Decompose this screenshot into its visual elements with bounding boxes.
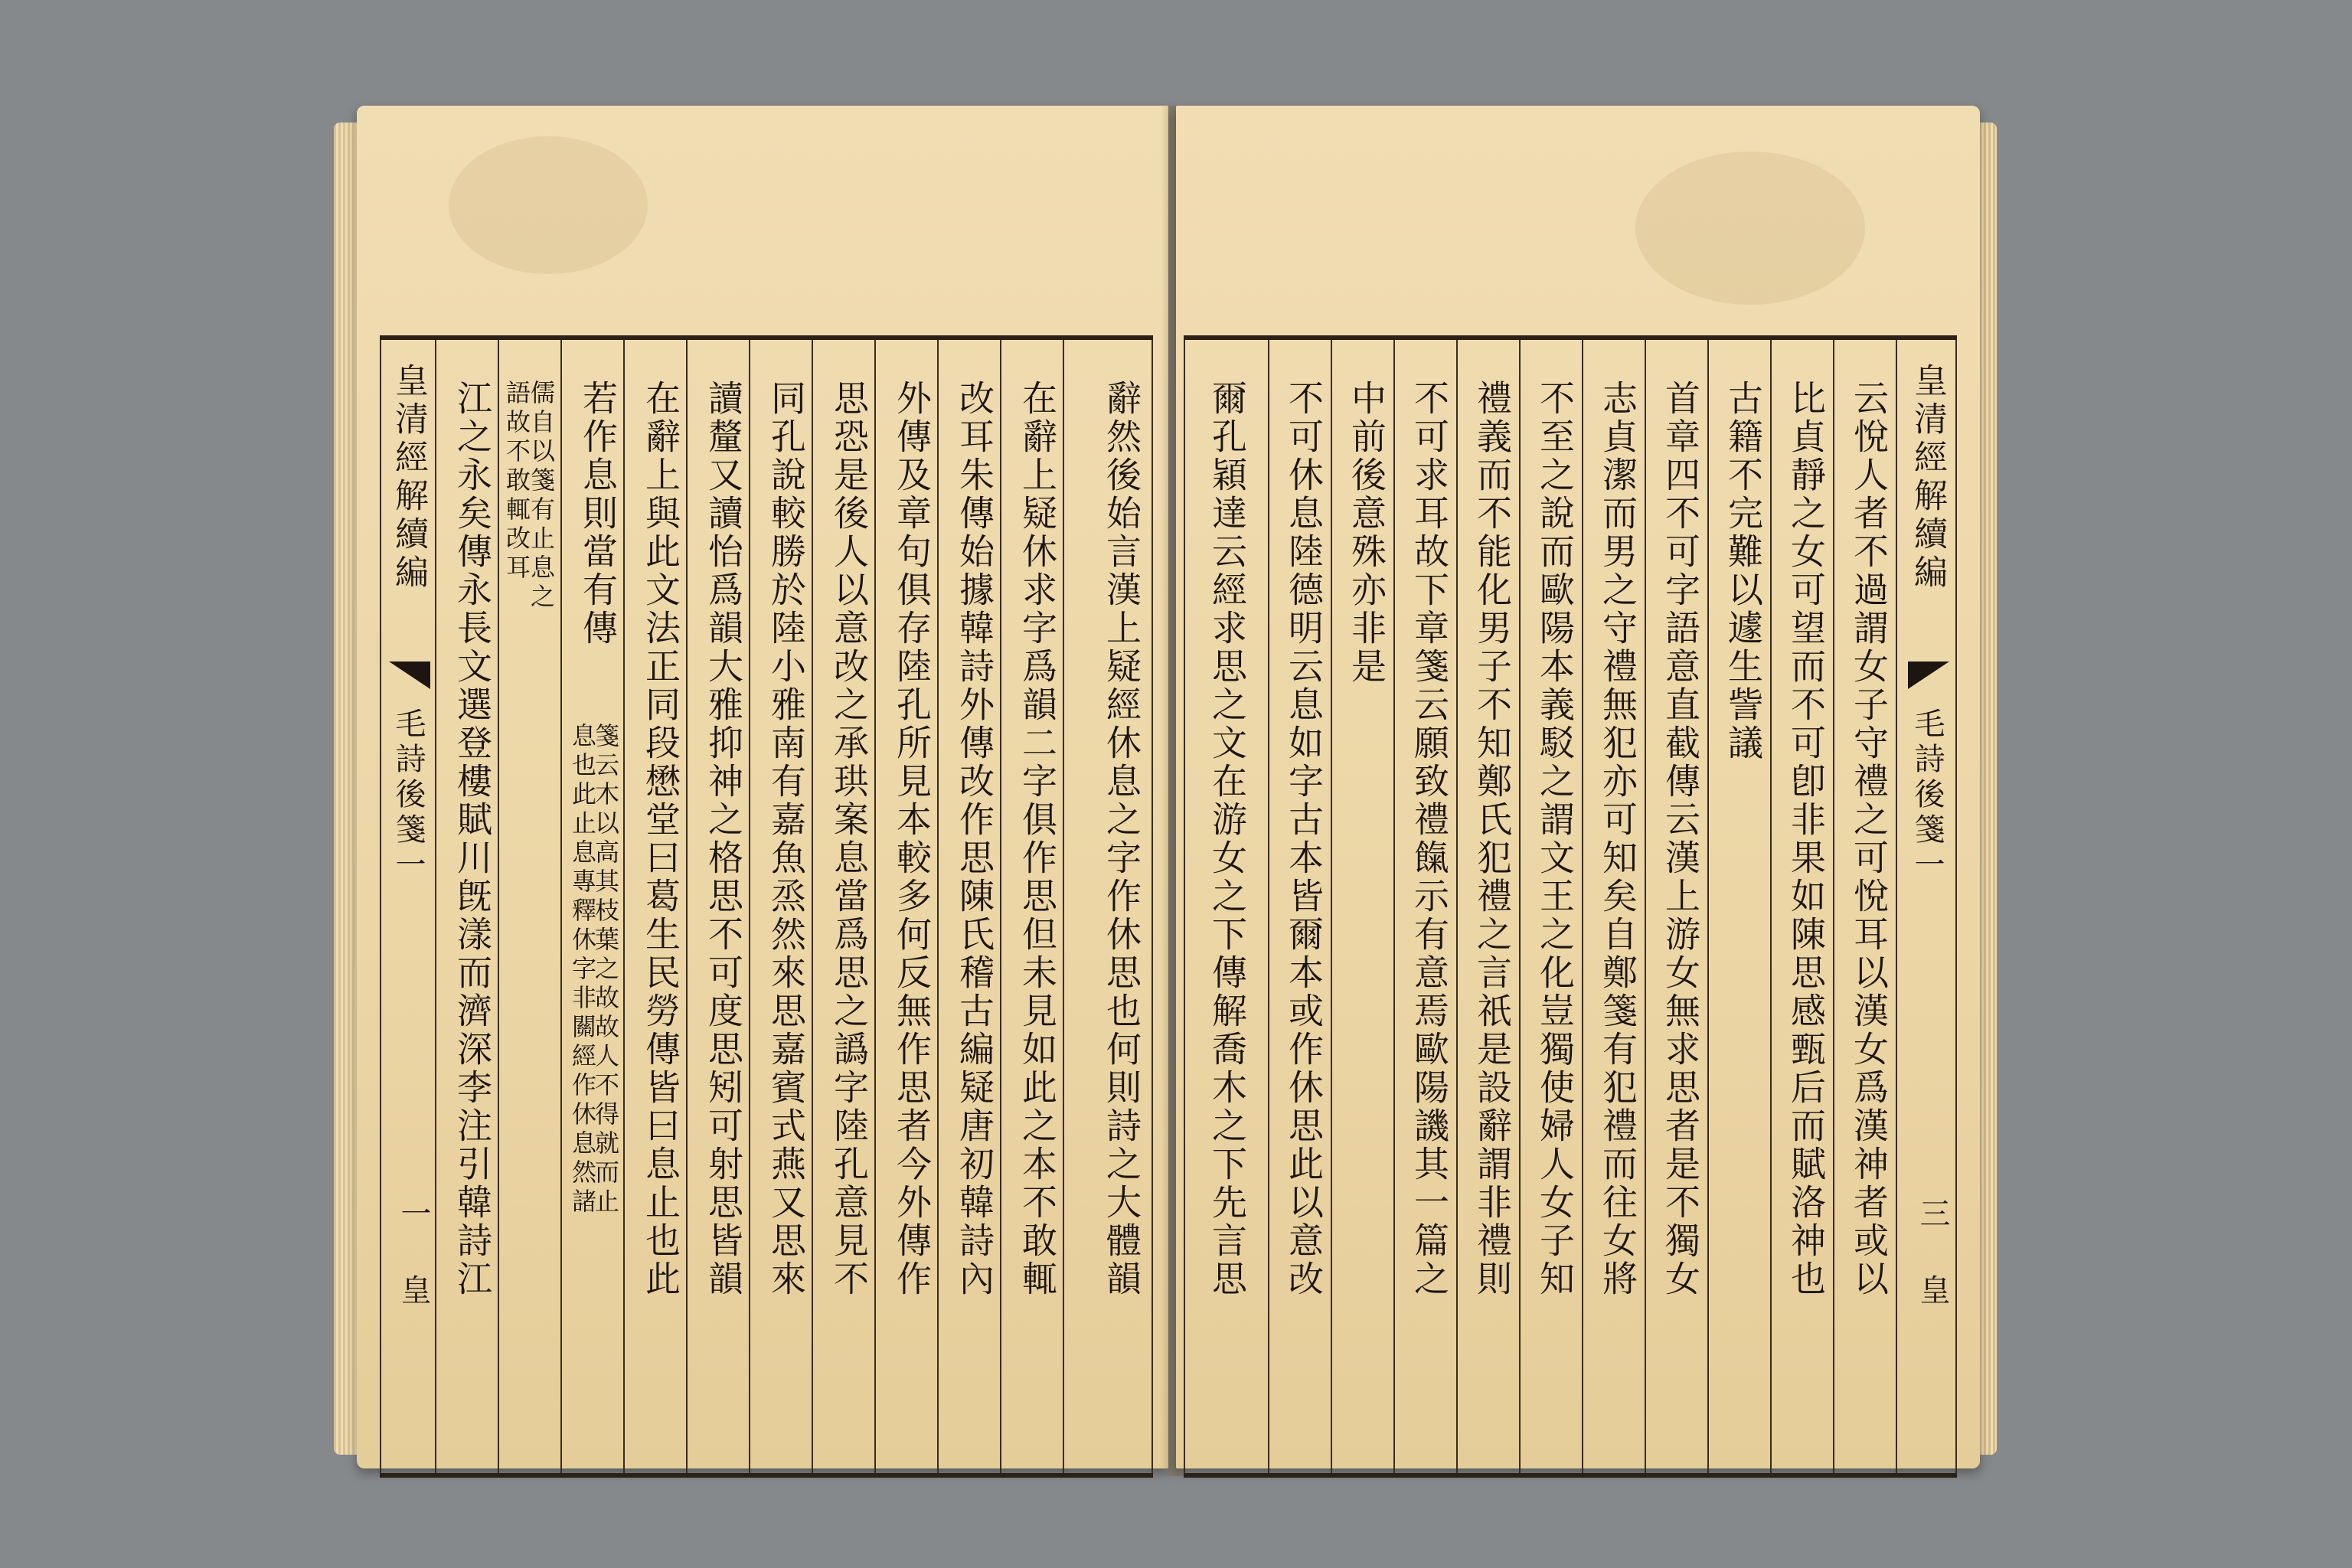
left-page [357, 106, 1168, 1468]
fish-tail-mark-icon [1908, 662, 1949, 689]
frame-rule [1184, 340, 1185, 1473]
fish-tail-mark-icon [389, 662, 430, 689]
column-rule [1582, 340, 1583, 1473]
column-rule [1833, 340, 1834, 1473]
text-column-10: 不可休息陸德明云息如字古本皆爾本或作休思此以意改 [1283, 380, 1325, 1298]
text-column-5: 志貞潔而男之守禮無犯亦可知矣自鄭箋有犯禮而往女將 [1597, 380, 1638, 1298]
column-rule [1268, 340, 1269, 1473]
column-rule [623, 340, 625, 1473]
spine-subtitle: 毛詩後箋一 [1909, 707, 1945, 884]
column-rule [560, 340, 562, 1473]
annotation-column-left: 語故不敢輒改耳 [502, 380, 531, 583]
column-rule [1331, 340, 1332, 1473]
text-column-11: 江之永矣傳永長文選登樓賦川旣漾而濟深李注引韓詩江 [452, 380, 493, 1298]
spine-title: 皇清經解續編 [389, 363, 428, 593]
text-column-7: 禮義而不能化男子不知鄭氏犯禮之言祇是設辭謂非禮則 [1472, 380, 1513, 1298]
column-rule [1456, 340, 1458, 1473]
column-rule [874, 340, 876, 1473]
folio-mark: 皇 [1915, 1274, 1950, 1305]
text-column-6: 不至之說而歐陽本義駁之謂文王之化豈獨使婦人女子知 [1534, 380, 1576, 1298]
paper-stain [1635, 152, 1865, 305]
open-book [334, 100, 1997, 1478]
column-rule [1063, 340, 1064, 1473]
text-column-2: 比貞靜之女可望而不可卽非果如陳思感甄后而賦洛神也 [1785, 380, 1827, 1298]
paper-stain [449, 136, 648, 274]
column-rule [1393, 340, 1395, 1473]
column-rule [1000, 340, 1001, 1473]
text-column-8: 不可求耳故下章箋云願致禮餼示有意焉歐陽譏其一篇之 [1409, 380, 1450, 1298]
text-column-1: 辭然後始言漢上疑經休息之字作休思也何則詩之大體韻 [1101, 380, 1142, 1298]
column-rule [686, 340, 688, 1473]
text-column-9: 中前後意殊亦非是 [1346, 380, 1387, 686]
text-column-11: 爾孔穎達云經求思之文在游女之下傳解喬木之下先言思 [1207, 380, 1248, 1298]
right-page [1176, 106, 1980, 1468]
text-column-8: 在辭上與此文法正同段懋堂曰葛生民勞傳皆曰息止也此 [640, 380, 681, 1298]
column-rule [812, 340, 813, 1473]
text-column-2: 在辭上疑休求字爲韻二字俱作思但未見如此之本不敢輒 [1017, 380, 1058, 1298]
folio-mark: 皇 [396, 1274, 431, 1305]
spine-subtitle: 毛詩後箋一 [390, 707, 426, 884]
column-rule [1519, 340, 1521, 1473]
annotation-column-left: 息也此止息專釋休字非關經作休息然諸 [568, 723, 597, 1217]
column-rule [1896, 340, 1897, 1473]
folio-number: 三 [1915, 1197, 1950, 1228]
text-column-6: 同孔說較勝於陸小雅南有嘉魚烝然來思嘉賓式燕又思來 [766, 380, 807, 1298]
annotation-column-right: 箋云木以高其枝葉之故故人不得就而止 [591, 723, 620, 1217]
text-column-1: 云悅人者不過謂女子守禮之可悅耳以漢女爲漢神者或以 [1848, 380, 1890, 1298]
column-rule [749, 340, 750, 1473]
column-rule [498, 340, 499, 1473]
column-rule [1707, 340, 1709, 1473]
text-column-5: 思恐是後人以意改之承珙案息當爲思之譌字陸孔意見不 [828, 380, 870, 1298]
folio-number: 一 [396, 1197, 431, 1228]
spine-title: 皇清經解續編 [1908, 363, 1947, 593]
annotation-column-right: 儒自以箋有止息之 [527, 380, 556, 612]
text-column-4: 外傳及章句俱存陸孔所見本較多何反無作思者今外傳作 [891, 380, 933, 1298]
right-text-frame [1184, 335, 1957, 1478]
frame-rule [380, 340, 381, 1473]
text-column-9: 若作息則當有傳 [577, 380, 619, 648]
frame-rule [1955, 340, 1957, 1473]
column-rule [1645, 340, 1646, 1473]
frame-rule [1152, 340, 1153, 1473]
text-column-7: 讀釐又讀怡爲韻大雅抑神之格思不可度思矧可射思皆韻 [703, 380, 744, 1298]
column-rule [1770, 340, 1772, 1473]
left-text-frame [380, 335, 1153, 1478]
text-column-3: 古籍不完難以遽生訾議 [1723, 380, 1764, 763]
column-rule [937, 340, 939, 1473]
text-column-4: 首章四不可字語意直截傳云漢上游女無求思者是不獨女 [1660, 380, 1701, 1298]
text-column-3: 改耳朱傳始據韓詩外傳改作思陳氏稽古編疑唐初韓詩內 [954, 380, 995, 1298]
